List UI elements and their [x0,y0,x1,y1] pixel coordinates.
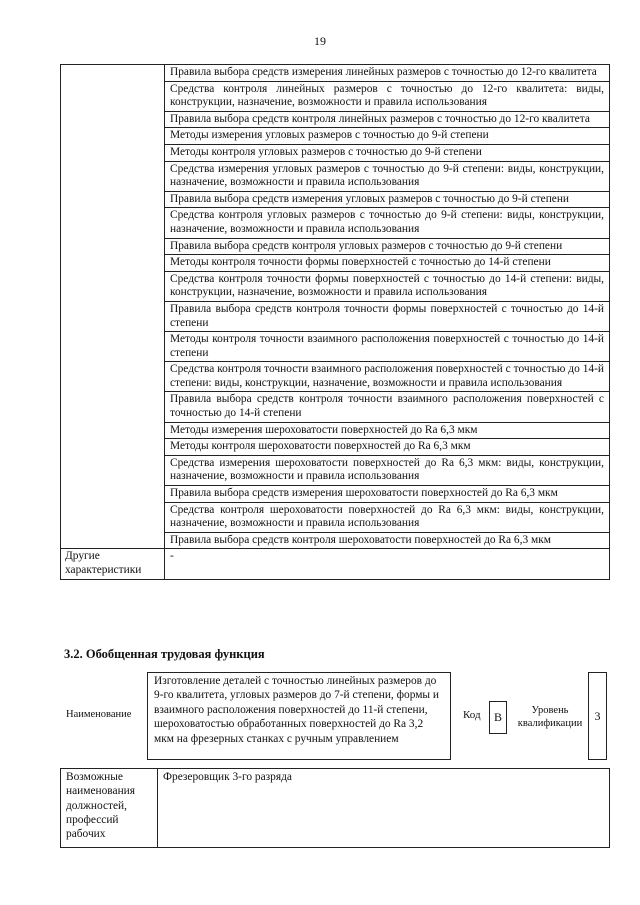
knowledge-item: Правила выбора средств контроля линейных размеров с точностью до 12-го квалитета [165,111,610,128]
knowledge-item: Правила выбора средств контроля шероховатости поверхностей до Ra 6,3 мкм [165,532,610,549]
knowledge-item: Методы контроля шероховатости поверхностей до Ra 6,3 мкм [165,439,610,456]
knowledge-item: Средства контроля точности формы поверхностей с точностью до 14-й степени: виды, конструкции, назначение, возможности и правила использования [165,271,610,301]
knowledge-item: Методы контроля точности формы поверхностей с точностью до 14-й степени [165,255,610,272]
knowledge-item: Правила выбора средств измерения шероховатости поверхностей до Ra 6,3 мкм [165,486,610,503]
knowledge-item: Средства контроля шероховатости поверхностей до Ra 6,3 мкм: виды, конструкции, назначение, возможности и правила использования [165,502,610,532]
knowledge-table [60,64,610,580]
knowledge-item: Средства измерения угловых размеров с точностью до 9-й степени: виды, конструкции, назначение, возможности и правила использования [165,161,610,191]
knowledge-item: Средства контроля линейных размеров с точностью до 12-го квалитета: виды, конструкции, назначение, возможности и правила использования [165,81,610,111]
table-row [61,549,610,580]
knowledge-item: Правила выбора средств контроля угловых размеров с точностью до 9-й степени [165,238,610,255]
knowledge-item: Средства контроля точности взаимного расположения поверхностей с точностью до 14-й степени: виды, конструкции, назначение, возможности и правила использования [165,362,610,392]
knowledge-item: Методы контроля точности взаимного расположения поверхностей с точностью до 14-й степени [165,332,610,362]
knowledge-item: Правила выбора средств измерения линейных размеров с точностью до 12-го квалитета [165,65,610,82]
other-characteristics-value: - [165,549,610,580]
code-value-box: B [489,701,507,734]
knowledge-label-cell [61,65,165,549]
code-label: Код [463,709,481,721]
knowledge-item: Правила выбора средств контроля точности взаимного расположения поверхностей с точностью до 14-й степени [165,392,610,422]
qualification-level-value: 3 [588,672,607,760]
knowledge-item: Средства измерения шероховатости поверхностей до Ra 6,3 мкм: виды, конструкции, назначение, возможности и правила использования [165,455,610,485]
function-name-box: Изготовление деталей с точностью линейных размеров до 9-го квалитета, угловых размеров до 7-й степени, формы и взаимного расположения поверхностей до 11-й степени, шероховатостью обработанных поверхностей до Ra 3,2 мкм на фрезерных станках с ручным управлением [147,672,451,760]
section-heading: 3.2. Обобщенная трудовая функция [64,647,265,661]
positions-value: Фрезеровщик 3-го разряда [158,769,610,848]
positions-label: Возможные наименования должностей, профессий рабочих [61,769,158,848]
knowledge-item: Правила выбора средств контроля точности формы поверхностей с точностью до 14-й степени [165,301,610,331]
other-characteristics-label: Другие характеристики [61,549,165,580]
name-label: Наименование [66,709,132,720]
page-number: 19 [314,34,326,48]
positions-table [60,768,610,848]
knowledge-item: Методы контроля угловых размеров с точностью до 9-й степени [165,144,610,161]
knowledge-item: Правила выбора средств измерения угловых размеров с точностью до 9-й степени [165,191,610,208]
knowledge-item: Методы измерения шероховатости поверхностей до Ra 6,3 мкм [165,422,610,439]
table-row [61,65,610,82]
knowledge-item: Методы измерения угловых размеров с точностью до 9-й степени [165,128,610,145]
qualification-level-label: Уровень квалификации [517,705,583,729]
knowledge-item: Средства контроля угловых размеров с точностью до 9-й степени: виды, конструкции, назначение, возможности и правила использования [165,208,610,238]
